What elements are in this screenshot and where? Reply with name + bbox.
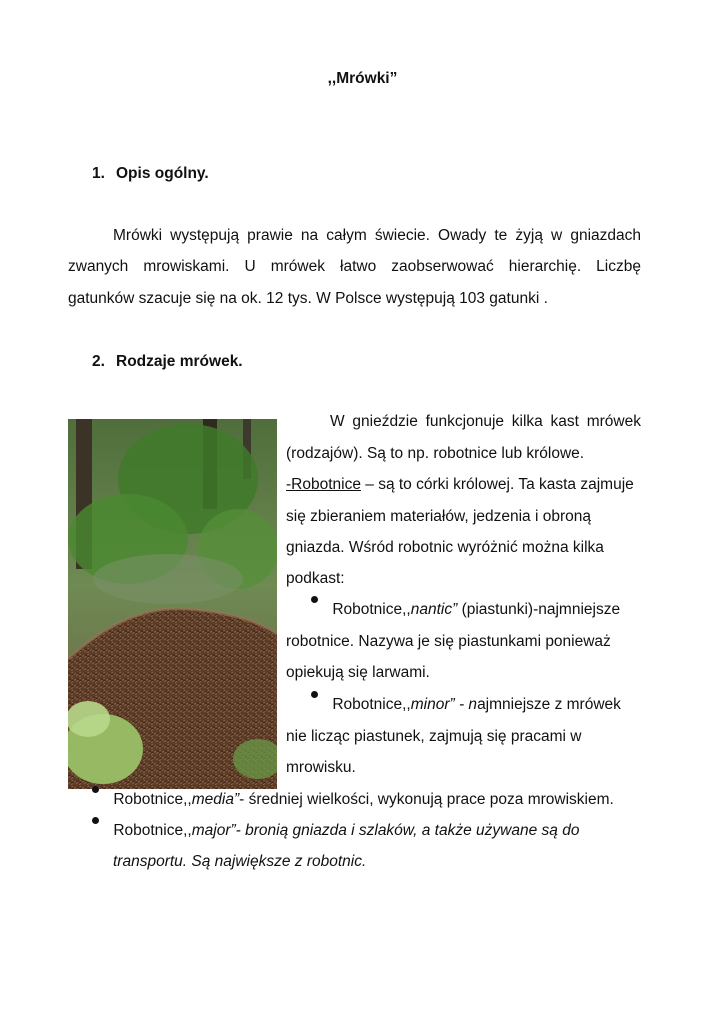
robotnice-term: -Robotnice	[286, 476, 361, 493]
media-rest: - średniej wielkości, wykonują prace poza mrowiskiem.	[239, 791, 614, 808]
bullet-icon	[92, 794, 102, 804]
robotnice-line-3: podkast:	[286, 570, 345, 587]
minor-rest: ajmniejsze z mrówek	[477, 696, 621, 713]
minor-line-2: mrowisku.	[286, 759, 356, 776]
robotnice-definition	[286, 476, 634, 494]
minor-name: minor” - n	[410, 696, 478, 713]
minor-line-1: nie licząc piastunek, zajmują się pracami w	[286, 728, 582, 745]
section-1-heading	[92, 165, 209, 183]
nantic-rest: (piastunki)-najmniejsze	[457, 601, 621, 618]
bullet-minor	[311, 696, 621, 714]
nantic-line-1: robotnice. Nazywa je się piastunkami ponieważ	[286, 633, 611, 650]
section-1-line-1: Mrówki występują prawie na całym świecie. Owady te żyją w gniazdach	[113, 227, 641, 244]
bullet-media	[92, 791, 614, 809]
section-1-line-3: gatunków szacuje się na ok. 12 tys. W Polsce występują 103 gatunki .	[68, 290, 548, 307]
nantic-name: nantic”	[410, 601, 458, 618]
bullet-major	[92, 822, 579, 840]
major-line-2: transportu. Są największe z robotnic.	[113, 853, 367, 870]
bullet-icon	[92, 825, 102, 835]
anthill-photo	[68, 419, 277, 789]
robotnice-rest: – są to córki królowej. Ta kasta zajmuje	[360, 476, 634, 493]
section-2-title: Rodzaje mrówek.	[116, 353, 243, 370]
media-prefix: Robotnice,,	[113, 791, 192, 808]
minor-prefix: Robotnice,,	[332, 696, 411, 713]
section-1-line-2: zwanych mrowiskami. U mrówek łatwo zaobserwować hierarchię. Liczbę	[68, 258, 641, 275]
robotnice-line-2: gniazda. Wśród robotnic wyróżnić można kilka	[286, 539, 604, 556]
bullet-icon	[311, 699, 321, 709]
media-name: media”	[191, 791, 240, 808]
major-rest: - bronią gniazda i szlaków, a także używane są do	[235, 822, 580, 839]
section-1-title: Opis ogólny.	[116, 165, 209, 182]
major-name: major”	[191, 822, 236, 839]
nantic-prefix: Robotnice,,	[332, 601, 411, 618]
section-2-heading	[92, 353, 243, 371]
major-prefix: Robotnice,,	[113, 822, 192, 839]
section-2-intro-line-2: (rodzajów). Są to np. robotnice lub królowe.	[286, 445, 585, 462]
section-2-number: 2.	[92, 353, 105, 370]
page-title: ,,Mrówki”	[327, 70, 398, 87]
bullet-nantic	[311, 601, 620, 619]
section-1-number: 1.	[92, 165, 105, 182]
section-2-intro-line-1: W gnieździe funkcjonuje kilka kast mrówek	[330, 413, 641, 430]
robotnice-line-1: się zbieraniem materiałów, jedzenia i obroną	[286, 508, 591, 525]
bullet-icon	[311, 604, 321, 614]
nantic-line-2: opiekują się larwami.	[286, 664, 430, 681]
